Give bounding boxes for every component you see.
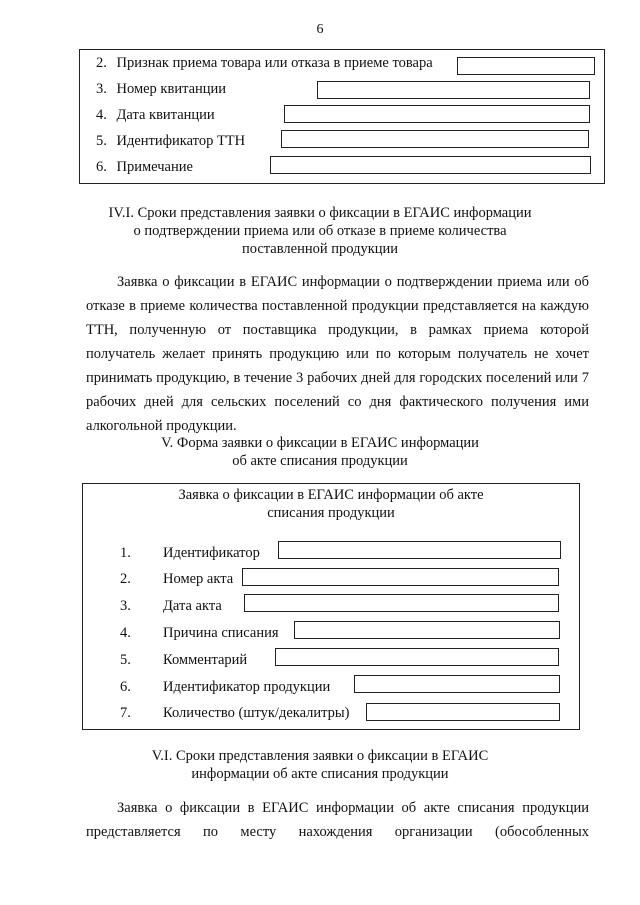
- quantity-field[interactable]: [366, 703, 560, 721]
- item-label: Дата квитанции: [116, 107, 215, 123]
- section-iv-paragraph: Заявка о фиксации в ЕГАИС информации о подтверждении приема или об отказе в приеме количества поставленной продукции представляется на каждую ТТН, полученную от поставщика продукции, в рамках приема которой получатель желает принять продукцию или по которым получатель не хочет принимать продукцию, в течение 3 рабочих дней для городских поселений или 7 рабочих дней для сельских поселений со дня фактического получения ими алкогольной продукции.: [86, 274, 589, 434]
- form-row-4: [96, 107, 215, 124]
- form-title-line: списания продукции: [267, 505, 395, 521]
- section-v-heading: [0, 434, 640, 470]
- item-label: Дата акта: [163, 598, 222, 614]
- heading-line: IV.I. Сроки представления заявки о фиксации в ЕГАИС информации: [108, 205, 532, 221]
- item-number: 6.: [120, 679, 131, 695]
- page-number: 6: [316, 22, 324, 37]
- form-row-6: [96, 159, 193, 176]
- item-number: 2.: [96, 55, 107, 71]
- section-vi-paragraph: Заявка о фиксации в ЕГАИС информации об акте списания продукции представляется по месту нахождения организации (обособленных: [86, 800, 589, 840]
- form-row-2: [96, 55, 433, 72]
- heading-line: поставленной продукции: [241, 241, 399, 257]
- form-row-5: [96, 133, 245, 150]
- write-off-form-box: [82, 483, 580, 730]
- act-date-field[interactable]: [244, 594, 559, 612]
- heading-line: V.I. Сроки представления заявки о фиксации в ЕГАИС: [151, 748, 489, 764]
- section-vi-heading: [0, 747, 640, 783]
- item-number: 6.: [96, 159, 107, 175]
- item-label: Комментарий: [163, 652, 248, 668]
- top-form-box: [79, 50, 605, 184]
- item-number: 5.: [96, 133, 107, 149]
- product-identifier-field[interactable]: [354, 675, 560, 693]
- heading-line: об акте списания продукции: [232, 453, 408, 469]
- item-label: Идентификатор ТТН: [116, 133, 246, 149]
- ttn-identifier-field[interactable]: [281, 130, 589, 148]
- comment-field[interactable]: [275, 648, 559, 666]
- item-number: 1.: [120, 545, 131, 561]
- item-number: 3.: [96, 81, 107, 97]
- acceptance-flag-field[interactable]: [457, 57, 595, 75]
- item-number: 4.: [120, 625, 131, 641]
- item-number: 2.: [120, 571, 131, 587]
- item-label: Признак приема товара или отказа в приеме товара: [116, 55, 433, 71]
- item-number: 7.: [120, 705, 131, 721]
- heading-line: о подтверждении приема или об отказе в приеме количества: [133, 223, 507, 239]
- item-label: Количество (штук/декалитры): [163, 705, 350, 721]
- heading-line: информации об акте списания продукции: [191, 766, 449, 782]
- act-number-field[interactable]: [242, 568, 559, 586]
- receipt-number-field[interactable]: [317, 81, 590, 99]
- item-number: 4.: [96, 107, 107, 123]
- form-title-line: Заявка о фиксации в ЕГАИС информации об акте: [178, 487, 484, 503]
- item-number: 3.: [120, 598, 131, 614]
- item-number: 5.: [120, 652, 131, 668]
- item-label: Номер квитанции: [116, 81, 227, 97]
- item-label: Причина списания: [163, 625, 279, 641]
- item-label: Номер акта: [163, 571, 234, 587]
- form-row-3: [96, 81, 226, 98]
- section-iv-heading: [0, 204, 640, 258]
- receipt-date-field[interactable]: [284, 105, 590, 123]
- item-label: Идентификатор продукции: [163, 679, 331, 695]
- write-off-form-title: [83, 486, 579, 522]
- top-form-border: [79, 49, 605, 50]
- heading-line: V. Форма заявки о фиксации в ЕГАИС информации: [161, 435, 479, 451]
- identifier-field[interactable]: [278, 541, 561, 559]
- note-field[interactable]: [270, 156, 591, 174]
- item-label: Примечание: [116, 159, 193, 175]
- item-label: Идентификатор: [163, 545, 260, 561]
- write-off-reason-field[interactable]: [294, 621, 560, 639]
